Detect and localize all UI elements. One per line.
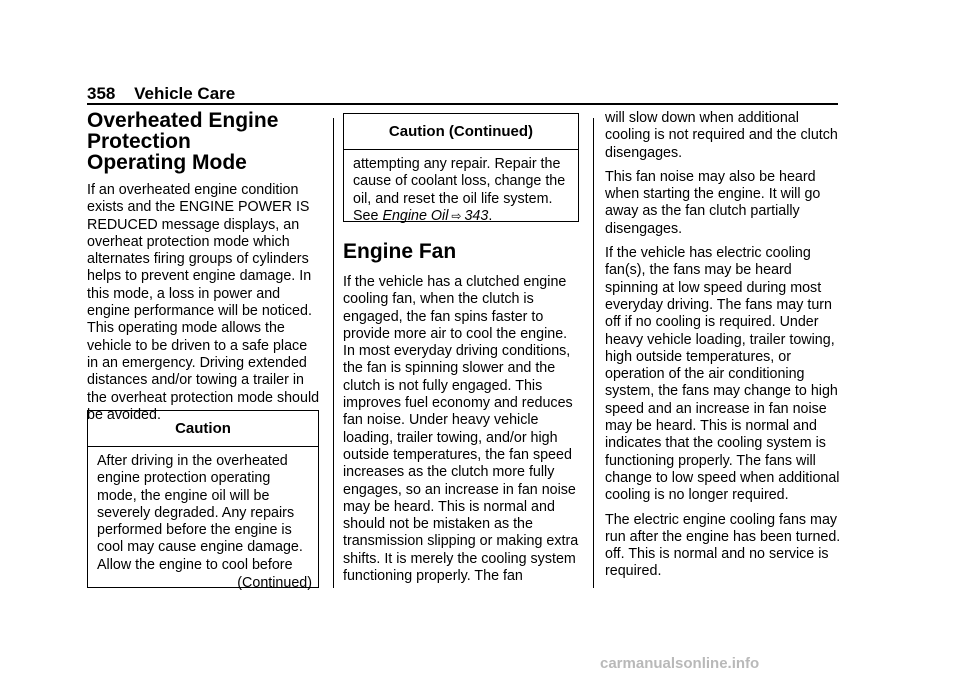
caution-box-continued	[343, 113, 579, 222]
page-reference-icon: ⇨	[451, 208, 462, 223]
caution-text: attempting any repair. Repair the cause of coolant loss, change the oil, and reset the oil life system.	[353, 156, 566, 207]
page-number: 358	[87, 84, 116, 103]
heading-line: Overheated Engine	[87, 109, 279, 132]
caution-title: Caution	[88, 411, 318, 447]
heading-line: Protection	[87, 130, 191, 153]
column-3	[605, 110, 841, 588]
caution-body: After driving in the overheated engine protection operating mode, the engine oil will be severely degraded. Any repairs performed before the engine is cool may cause engine damage. Allow the engine to cool before	[97, 453, 303, 573]
header-rule	[87, 103, 838, 105]
paragraph: If an overheated engine condition exists and the ENGINE POWER IS REDUCED message displays, an overheat protection mode which alternates firing groups of cylinders helps to prevent engine damage. In this mode, a loss in power and engine performance will be noticed. This operating mode allows the vehicle to be driven to a safe place in an emergency. Driving extended distances and/or towing a trailer in the overheat protection mode should be avoided.	[87, 182, 320, 423]
paragraph: This fan noise may also be heard when starting the engine. It will go away as the fan clutch partially disengages.	[605, 168, 821, 237]
column-1	[87, 110, 321, 431]
paragraph: If the vehicle has a clutched engine cooling fan, when the clutch is engaged, the fan spins faster to provide more air to cool the engine. In most everyday driving conditions, the fan is spinning slower and the clutch is not fully engaged. This improves fuel economy and reduces fan noise. Under heavy vehicle loading, trailer towing, and/or high outside temperatures, the fan speed increases as the clutch more fully engages, so an increase in fan noise may be heard. This is normal and should not be mistaken as the transmission slipping or making extra shifts. It is merely the cooling system functioning properly. The fan	[343, 274, 579, 585]
caution-body	[344, 150, 578, 225]
see-prefix: See	[353, 207, 379, 224]
section-title: Vehicle Care	[134, 84, 236, 103]
paragraph: will slow down when additional cooling is not required and the clutch disengages.	[605, 110, 838, 161]
caution-box	[87, 410, 319, 592]
continued-label: (Continued)	[237, 575, 312, 592]
cross-reference-link[interactable]: Engine Oil	[382, 207, 449, 224]
see-suffix: .	[488, 207, 493, 224]
page-header	[87, 84, 235, 104]
column-2	[343, 240, 581, 592]
page-reference-number[interactable]: 343	[464, 207, 489, 224]
column-divider	[333, 118, 334, 588]
column-divider	[593, 118, 594, 588]
heading-line: Operating Mode	[87, 151, 247, 174]
paragraph: If the vehicle has electric cooling fan(s), the fans may be heard spinning at low speed during most everyday driving. The fans may turn off if no cooling is required. Under heavy vehicle loading, trailer towing, high outside temperatures, or operation of the air conditioning system, the fans may change to high speed and an increase in fan noise may be heard. This is normal and indicates that the cooling system is functioning properly. The fans will change to low speed when additional cooling is no longer required.	[605, 245, 840, 504]
paragraph: The electric engine cooling fans may run after the engine has been turned. off. This is normal and no service is required.	[605, 511, 841, 580]
section-heading	[87, 110, 321, 173]
watermark: carmanualsonline.info	[600, 655, 760, 672]
caution-title: Caution (Continued)	[344, 114, 578, 150]
section-heading: Engine Fan	[343, 240, 457, 263]
